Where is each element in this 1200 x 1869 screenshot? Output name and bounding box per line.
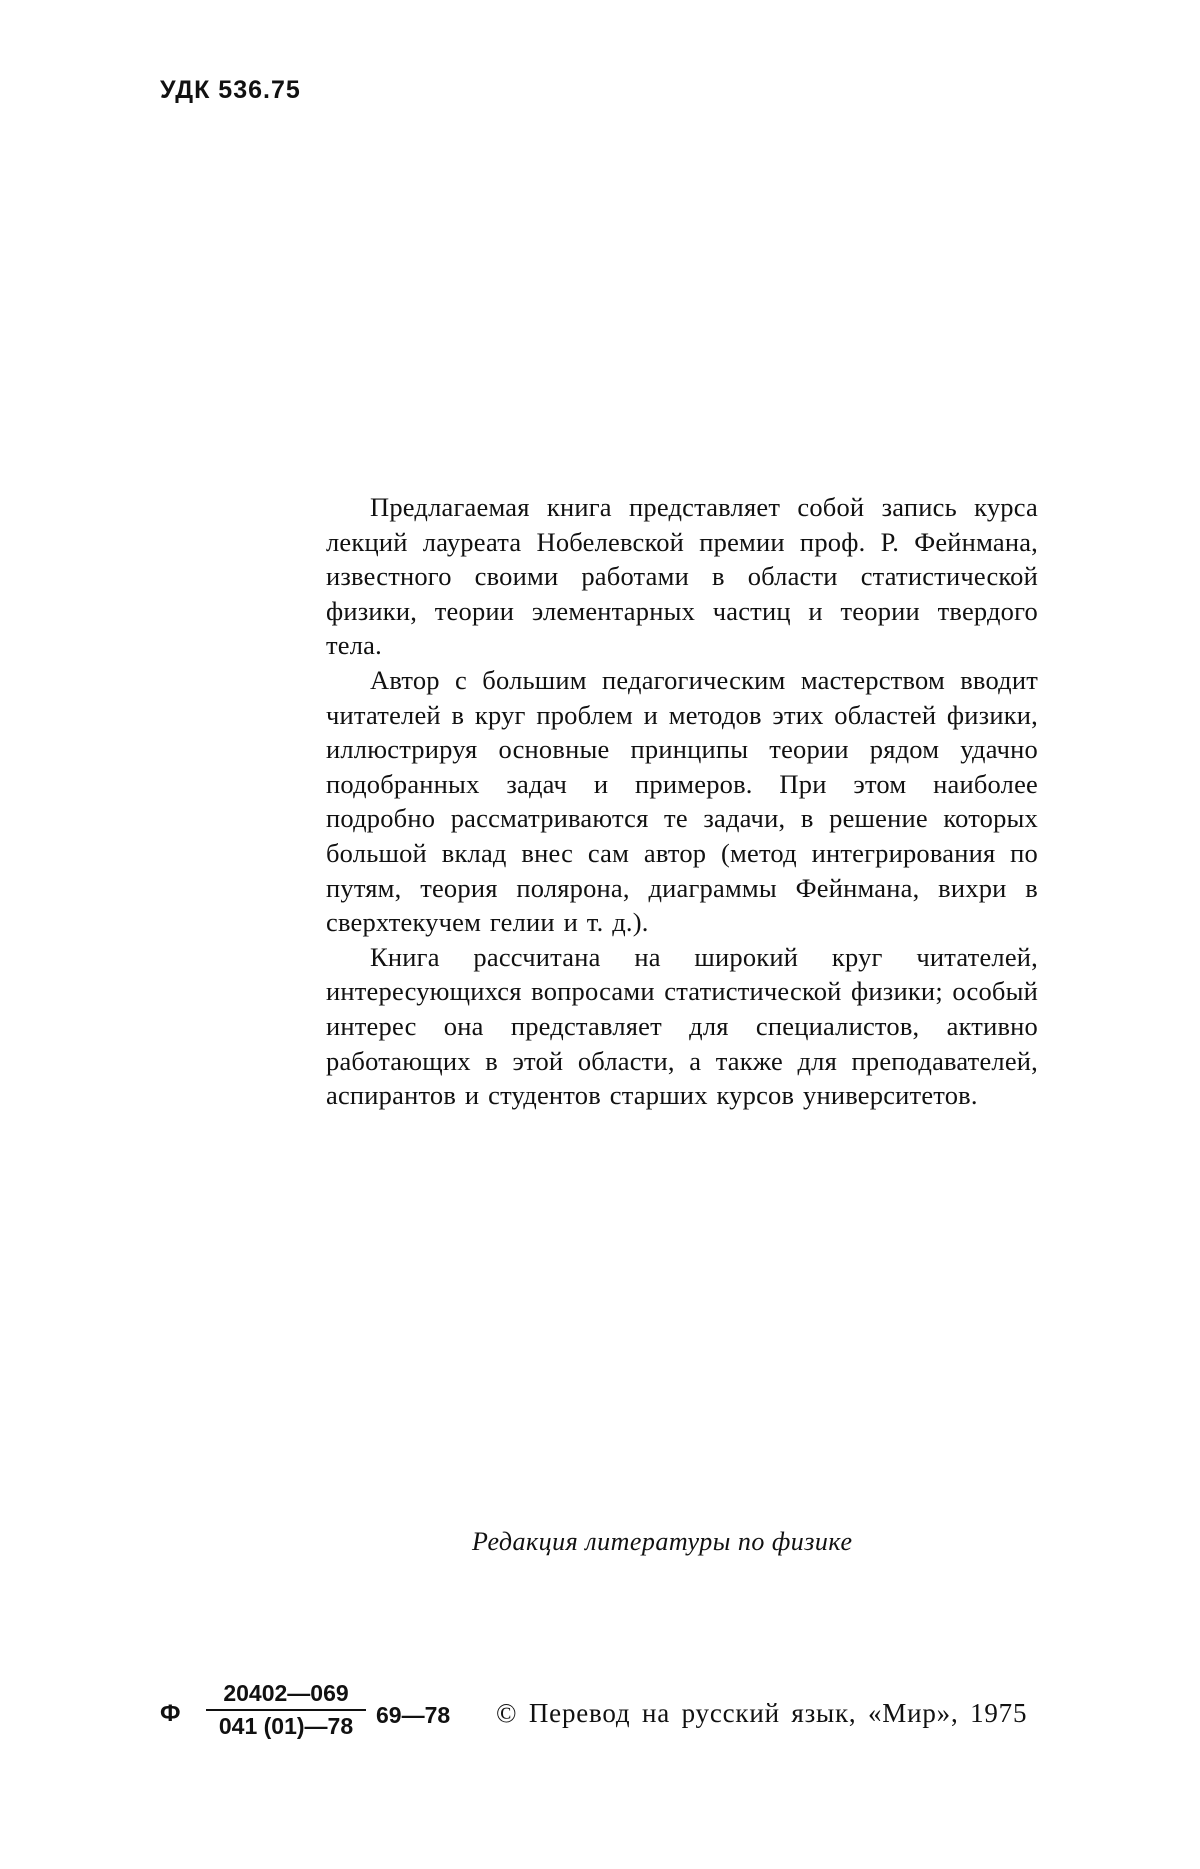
abstract-paragraph-1: Предлагаемая книга представляет собой запись курса лекций лауреата Нобелевской премии проф. Р. Фейнмана, известного своими работами в области статистической физики, теории элементарных частиц и теории твердого тела. <box>326 492 1038 661</box>
abstract-paragraph-2: Автор с большим педагогическим мастерством вводит читателей в круг проблем и методов этих областей физики, иллюстрируя основные принципы теории рядом удачно подобранных задач и примеров. При этом наиболее подробно рассматриваются те задачи, в решение которых большой вклад внес сам автор (метод интегрирования по путям, теория полярона, диаграммы Фейнмана, вихри в сверхтекучем гелии и т. д.). <box>326 664 1038 938</box>
udk-code: УДК 536.75 <box>160 76 301 104</box>
imprint-line <box>160 1680 1080 1760</box>
imprint-letter: Ф <box>160 1700 181 1727</box>
copyright-notice: © Перевод на русский язык, «Мир», 1975 <box>496 1698 1028 1728</box>
imprint-denominator: 041 (01)—78 <box>218 1713 354 1739</box>
editorial-office: Редакция литературы по физике <box>472 1527 853 1556</box>
imprint-fraction <box>206 1680 366 1740</box>
book-abstract <box>326 490 1038 1113</box>
imprint-code: 69—78 <box>376 1702 451 1728</box>
imprint-numerator: 20402—069 <box>206 1680 366 1711</box>
abstract-paragraph-3: Книга рассчитана на широкий круг читателей, интересующихся вопросами статистической физики; особый интерес она представляет для специалистов, активно работающих в этой области, а также для преподавателей, аспирантов и студентов старших курсов университетов. <box>326 941 1038 1111</box>
